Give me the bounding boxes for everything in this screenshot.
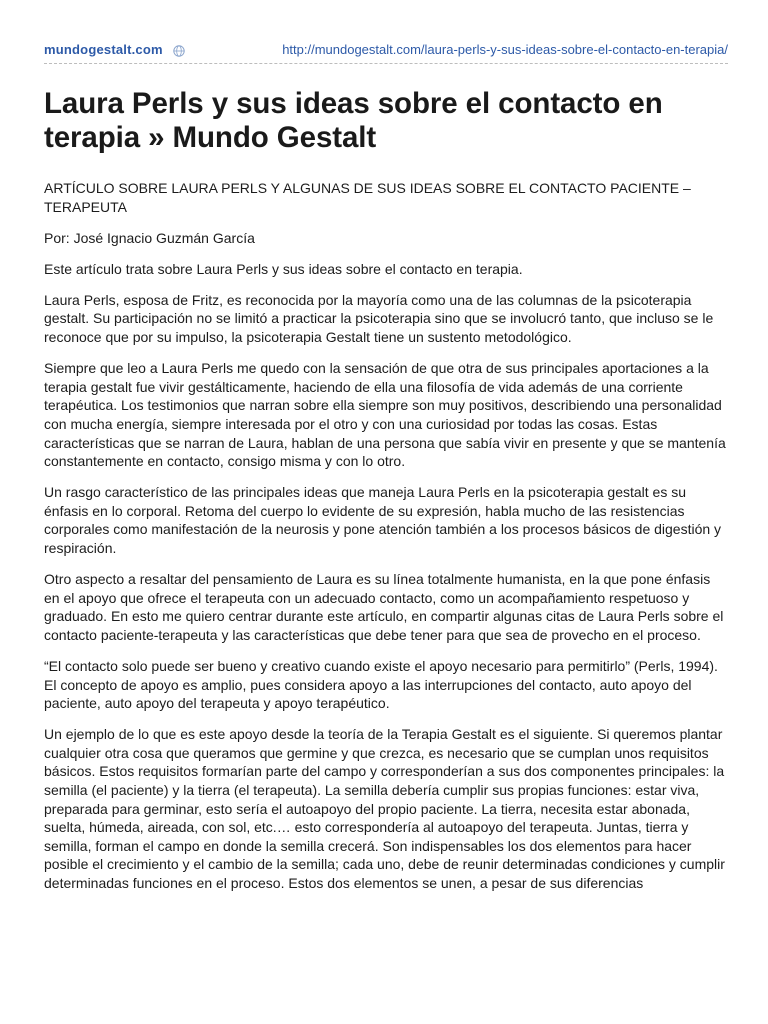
site-name[interactable]: mundogestalt.com	[44, 42, 163, 57]
page-url[interactable]: http://mundogestalt.com/laura-perls-y-sus-ideas-sobre-el-contacto-en-terapia/	[282, 42, 728, 57]
paragraph: Este artículo trata sobre Laura Perls y sus ideas sobre el contacto en terapia.	[44, 260, 523, 277]
paragraph: “El contacto solo puede ser bueno y creativo cuando existe el apoyo necesario para permitirlo” (Perls, 1994). El concepto de apoyo es amplio, pues considera apoyo a las interrupciones del contacto, auto apoyo del paciente, auto apoyo del terapeuta y apoyo terapéutico.	[44, 657, 718, 712]
article-byline: Por: José Ignacio Guzmán García	[44, 229, 255, 246]
article-title: Laura Perls y sus ideas sobre el contacto en terapia » Mundo Gestalt	[44, 87, 663, 154]
globe-icon	[173, 44, 185, 56]
paragraph: Laura Perls, esposa de Fritz, es reconocida por la mayoría como una de las columnas de la psicoterapia gestalt. Su participación no se limitó a practicar la psicoterapia sino que se involucró tanto, que incluso se le reconoce que por su impulso, la psicoterapia Gestalt tiene un sustento metodológico.	[44, 291, 714, 346]
article-body	[44, 179, 728, 905]
header-divider	[44, 63, 728, 64]
paragraph: Un ejemplo de lo que es este apoyo desde la teoría de la Terapia Gestalt es el siguiente. Si queremos plantar cualquier otra cosa que queramos que germine y que crezca, es necesario que se cumplan unos requisitos básicos. Estos requisitos formarían parte del campo y corresponderían a sus dos componentes principales: la semilla (el paciente) y la tierra (el terapeuta). La semilla debería cumplir sus propias funciones: estar viva, preparada para germinar, esto sería el autoapoyo del propio paciente. La tierra, necesita estar abonada, suelta, húmeda, aireada, con sol, etc.… esto correspondería al autoapoyo del terapeuta. Juntas, tierra y semilla, forman el campo en donde la semilla crecerá. Son indispensables los dos elementos para hacer posible el crecimiento y el cambio de la semilla; cada uno, debe de reunir determinadas condiciones y cumplir determinadas funciones en el proceso. Estos dos elementos se unen, a pesar de sus diferencias	[44, 726, 725, 891]
paragraph: Un rasgo característico de las principales ideas que maneja Laura Perls en la psicoterapia gestalt es su énfasis en lo corporal. Retoma del cuerpo lo evidente de su expresión, habla mucho de las resistencias corporales como manifestación de la neurosis y pone atención también a los procesos básicos de digestión y respiración.	[44, 484, 722, 556]
paragraph: Siempre que leo a Laura Perls me quedo con la sensación de que otra de sus principales aportaciones a la terapia gestalt fue vivir gestálticamente, haciendo de ella una filosofía de vida además de una corriente terapéutica. Los testimonios que narran sobre ella siempre son muy positivos, describiendo una personalidad con mucha energía, siempre interesada por el otro y con una curiosidad por todas las cosas. Estas características que se narran de Laura, hablan de una persona que sabía vivir en presente y que se mantenía constantemente en contacto, consigo misma y con lo otro.	[44, 360, 726, 470]
print-header	[44, 42, 728, 57]
paragraph: Otro aspecto a resaltar del pensamiento de Laura es su línea totalmente humanista, en la que pone énfasis en el apoyo que ofrece el terapeuta con un adecuado contacto, como un acompañamiento respetuoso y graduado. En esto me quiero centrar durante este artículo, en compartir algunas citas de Laura Perls sobre el contacto paciente-terapeuta y las características que debe tener para que sea de provecho en el proceso.	[44, 571, 724, 643]
article-subtitle: ARTÍCULO SOBRE LAURA PERLS Y ALGUNAS DE SUS IDEAS SOBRE EL CONTACTO PACIENTE – TERAPEUTA	[44, 180, 691, 215]
